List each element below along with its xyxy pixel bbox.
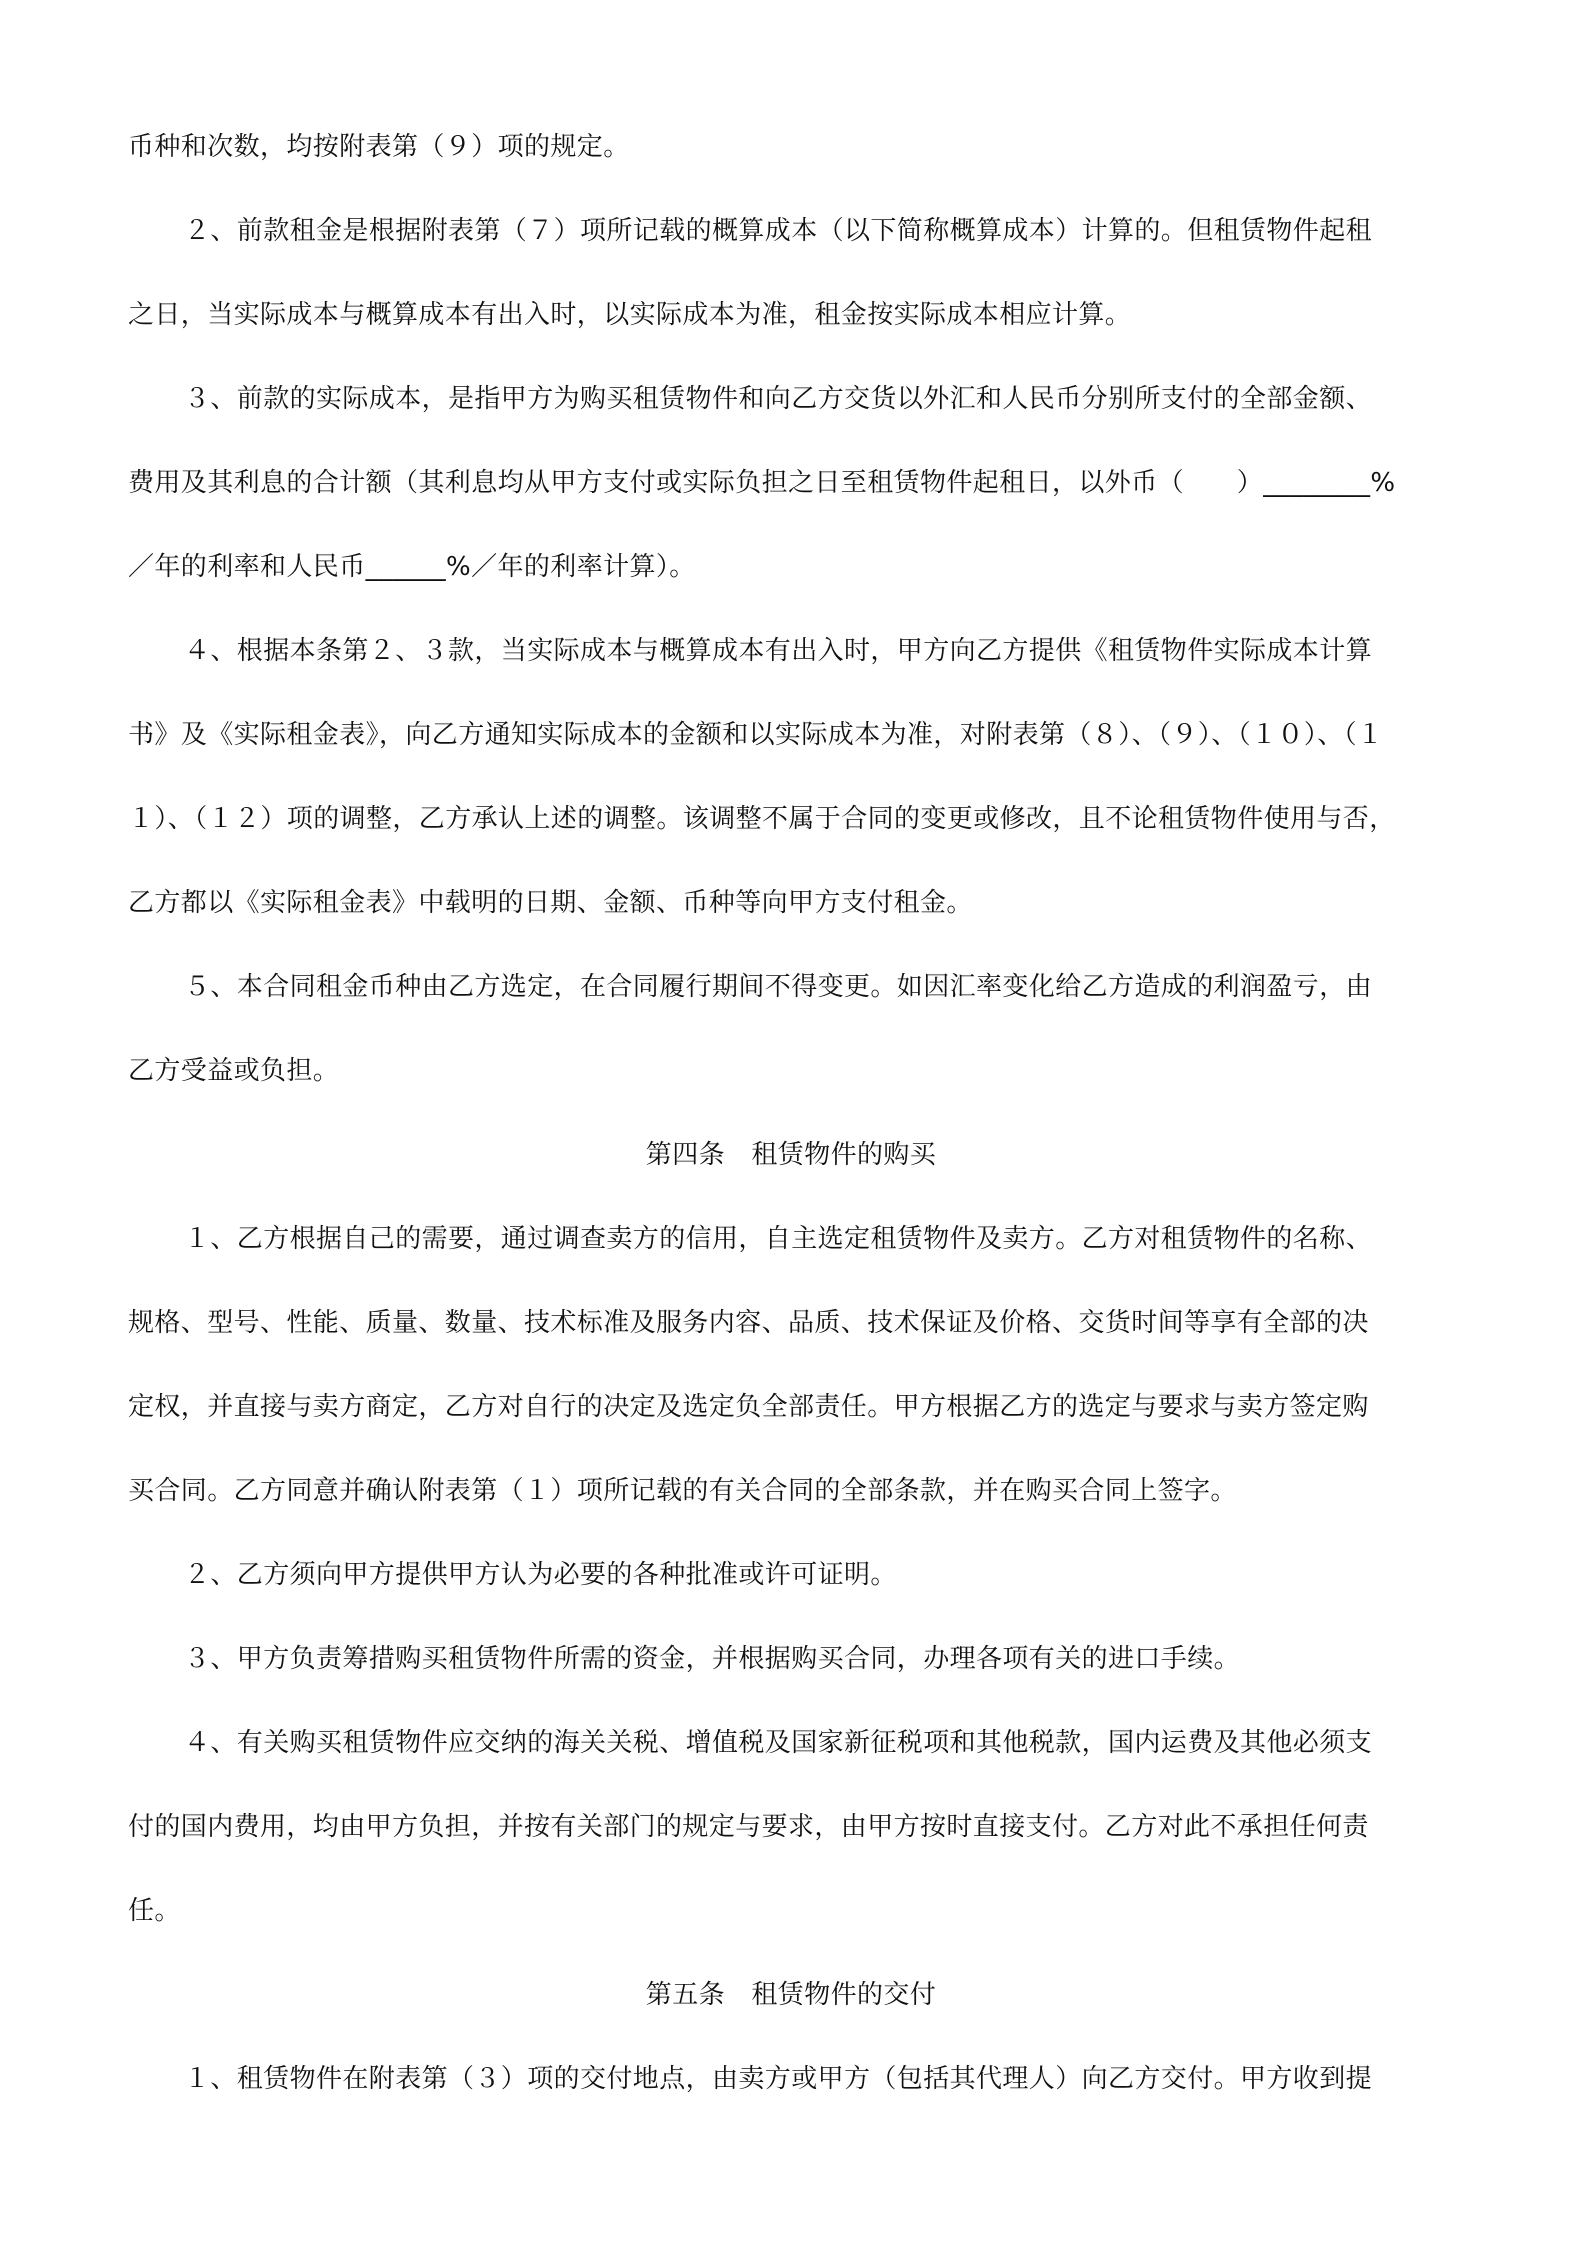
paragraph-line: ３、甲方负责筹措购买租赁物件所需的资金，并根据购买合同，办理各项有关的进口手续。 [184, 1644, 1241, 1674]
paragraph-line: 付的国内费用，均由甲方负担，并按有关部门的规定与要求，由甲方按时直接支付。乙方对此不承担任何责 [128, 1812, 1369, 1842]
paragraph-line: 币种和次数，均按附表第（９）项的规定。 [128, 132, 630, 162]
paragraph-line: 乙方受益或负担。 [128, 1056, 340, 1086]
paragraph-line: ４、根据本条第２、３款，当实际成本与概算成本有出入时，甲方向乙方提供《租赁物件实际成本计算 [184, 636, 1373, 666]
paragraph-line: 之日，当实际成本与概算成本有出入时，以实际成本为准，租金按实际成本相应计算。 [128, 300, 1132, 330]
paragraph-line: 任。 [128, 1896, 181, 1926]
paragraph-line: 书》及《实际租金表》，向乙方通知实际成本的金额和以实际成本为准，对附表第（８）、（９）、（１０）、（１ [128, 720, 1384, 750]
paragraph-line: １）、（１２）项的调整，乙方承认上述的调整。该调整不属于合同的变更或修改，且不论租赁物件使用与否， [128, 804, 1396, 834]
paragraph-line: ５、本合同租金币种由乙方选定，在合同履行期间不得变更。如因汇率变化给乙方造成的利润盈亏，由 [184, 972, 1373, 1002]
paragraph-line: 乙方都以《实际租金表》中载明的日期、金额、币种等向甲方支付租金。 [128, 888, 973, 918]
paragraph-line: 规格、型号、性能、质量、数量、技术标准及服务内容、品质、技术保证及价格、交货时间等享有全部的决 [128, 1308, 1369, 1338]
paragraph-line: ３、前款的实际成本，是指甲方为购买租赁物件和向乙方交货以外汇和人民币分别所支付的全部金额、 [184, 384, 1373, 414]
paragraph-line: ／年的利率和人民币______%／年的利率计算）。 [128, 552, 696, 582]
paragraph-line: 费用及其利息的合计额（其利息均从甲方支付或实际负担之日至租赁物件起租日，以外币（ ）________% [128, 468, 1396, 498]
paragraph-line: １、租赁物件在附表第（３）项的交付地点，由卖方或甲方（包括其代理人）向乙方交付。甲方收到提 [184, 2064, 1373, 2094]
paragraph-line: 买合同。乙方同意并确认附表第（１）项所记载的有关合同的全部条款，并在购买合同上签字。 [128, 1476, 1237, 1506]
article-heading: 第五条 租赁物件的交付 [645, 1980, 937, 2010]
article-heading: 第四条 租赁物件的购买 [645, 1140, 937, 1170]
paragraph-line: ４、有关购买租赁物件应交纳的海关关税、增值税及国家新征税项和其他税款，国内运费及其他必须支 [184, 1728, 1373, 1758]
paragraph-line: 定权，并直接与卖方商定，乙方对自行的决定及选定负全部责任。甲方根据乙方的选定与要求与卖方签定购 [128, 1392, 1369, 1422]
paragraph-line: ２、前款租金是根据附表第（７）项所记载的概算成本（以下简称概算成本）计算的。但租赁物件起租 [184, 216, 1373, 246]
paragraph-line: １、乙方根据自己的需要，通过调查卖方的信用，自主选定租赁物件及卖方。乙方对租赁物件的名称、 [184, 1224, 1373, 1254]
paragraph-line: ２、乙方须向甲方提供甲方认为必要的各种批准或许可证明。 [184, 1560, 897, 1590]
